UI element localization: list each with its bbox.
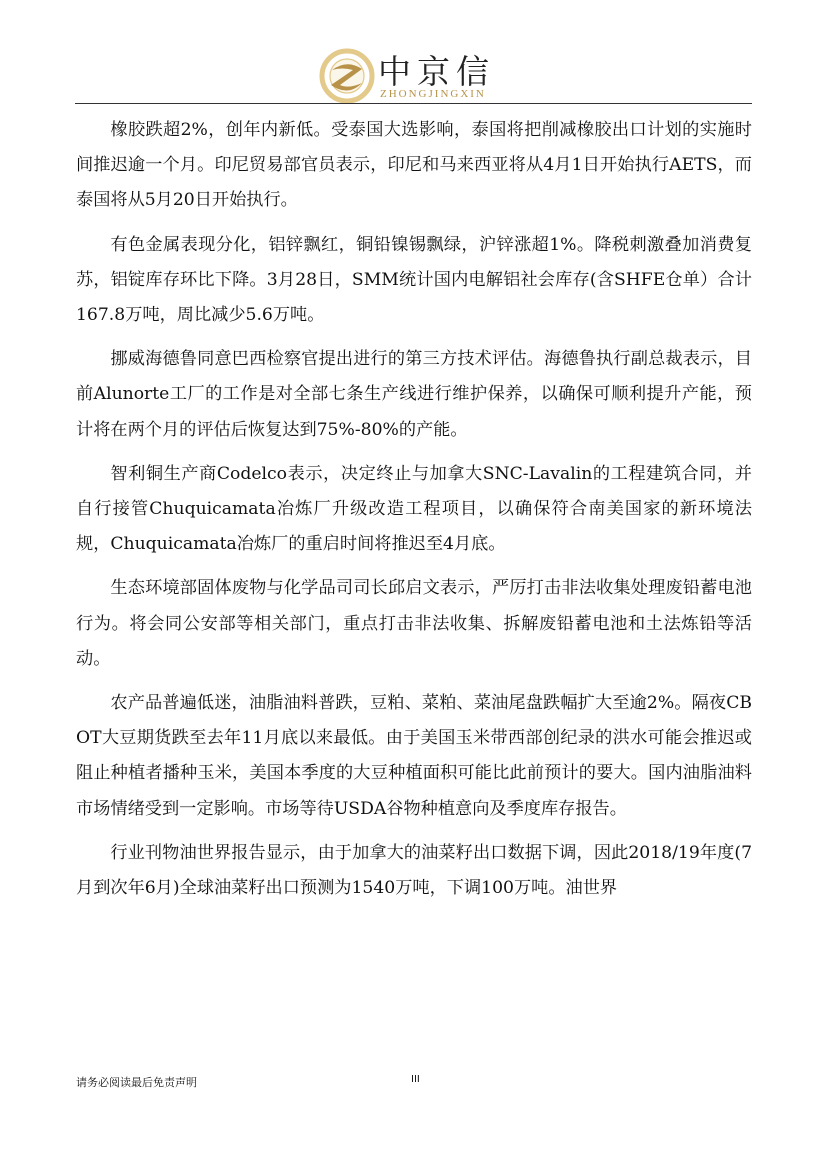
- company-logo-icon: [318, 47, 376, 105]
- disclaimer-note: 请务必阅读最后免责声明: [76, 1076, 197, 1089]
- header-divider: [75, 103, 752, 104]
- report-body: [76, 113, 752, 915]
- paragraph-lead-battery: 生态环境部固体废物与化学品司司长邱启文表示，严厉打击非法收集处理废铅蓄电池行为。将会同公安部等相关部门，重点打击非法收集、拆解废铅蓄电池和土法炼铅等活动。: [76, 578, 752, 669]
- paragraph-oil-world: 行业刊物油世界报告显示，由于加拿大的油菜籽出口数据下调，因此2018/19年度(7月到次年6月)全球油菜籽出口预测为1540万吨，下调100万吨。油世界: [76, 842, 752, 899]
- paragraph-nonferrous-metals: 有色金属表现分化，铝锌飘红，铜铅镍锡飘绿，沪锌涨超1%。降税刺激叠加消费复苏，铝锭库存环比下降。3月28日，SMM统计国内电解铝社会库存(含SHFE仓单）合计167.8万吨，周比减少5.6万吨。: [76, 234, 752, 326]
- paragraph-hydro-alunorte: 挪威海德鲁同意巴西检察官提出进行的第三方技术评估。海德鲁执行副总裁表示，目前Alunorte工厂的工作是对全部七条生产线进行维护保养，以确保可顺利提升产能，预计将在两个月的评估后恢复达到75%-80%的产能。: [76, 349, 752, 440]
- page-number: III: [411, 1074, 420, 1085]
- company-logo-subtitle: ZHONGJINGXIN: [380, 88, 486, 100]
- page-header: [0, 0, 827, 110]
- company-logo-text: 中京信: [378, 52, 495, 91]
- paragraph-codelco: 智利铜生产商Codelco表示，决定终止与加拿大SNC-Lavalin的工程建筑合同，并自行接管Chuquicamata冶炼厂升级改造工程项目，以确保符合南美国家的新环境法规，Chuquicamata冶炼厂的重启时间将推迟至4月底。: [76, 463, 752, 555]
- paragraph-agriculture: 农产品普遍低迷，油脂油料普跌，豆粕、菜粕、菜油尾盘跌幅扩大至逾2%。隔夜CBOT大豆期货跌至去年11月底以来最低。由于美国玉米带西部创纪录的洪水可能会推迟或阻止种植者播种玉米，美国本季度的大豆种植面积可能比此前预计的要大。国内油脂油料市场情绪受到一定影响。市场等待USDA谷物种植意向及季度库存报告。: [76, 693, 752, 819]
- paragraph-rubber: 橡胶跌超2%，创年内新低。受泰国大选影响，泰国将把削减橡胶出口计划的实施时间推迟逾一个月。印尼贸易部官员表示，印尼和马来西亚将从4月1日开始执行AETS，而泰国将从5月20日开始执行。: [76, 120, 752, 211]
